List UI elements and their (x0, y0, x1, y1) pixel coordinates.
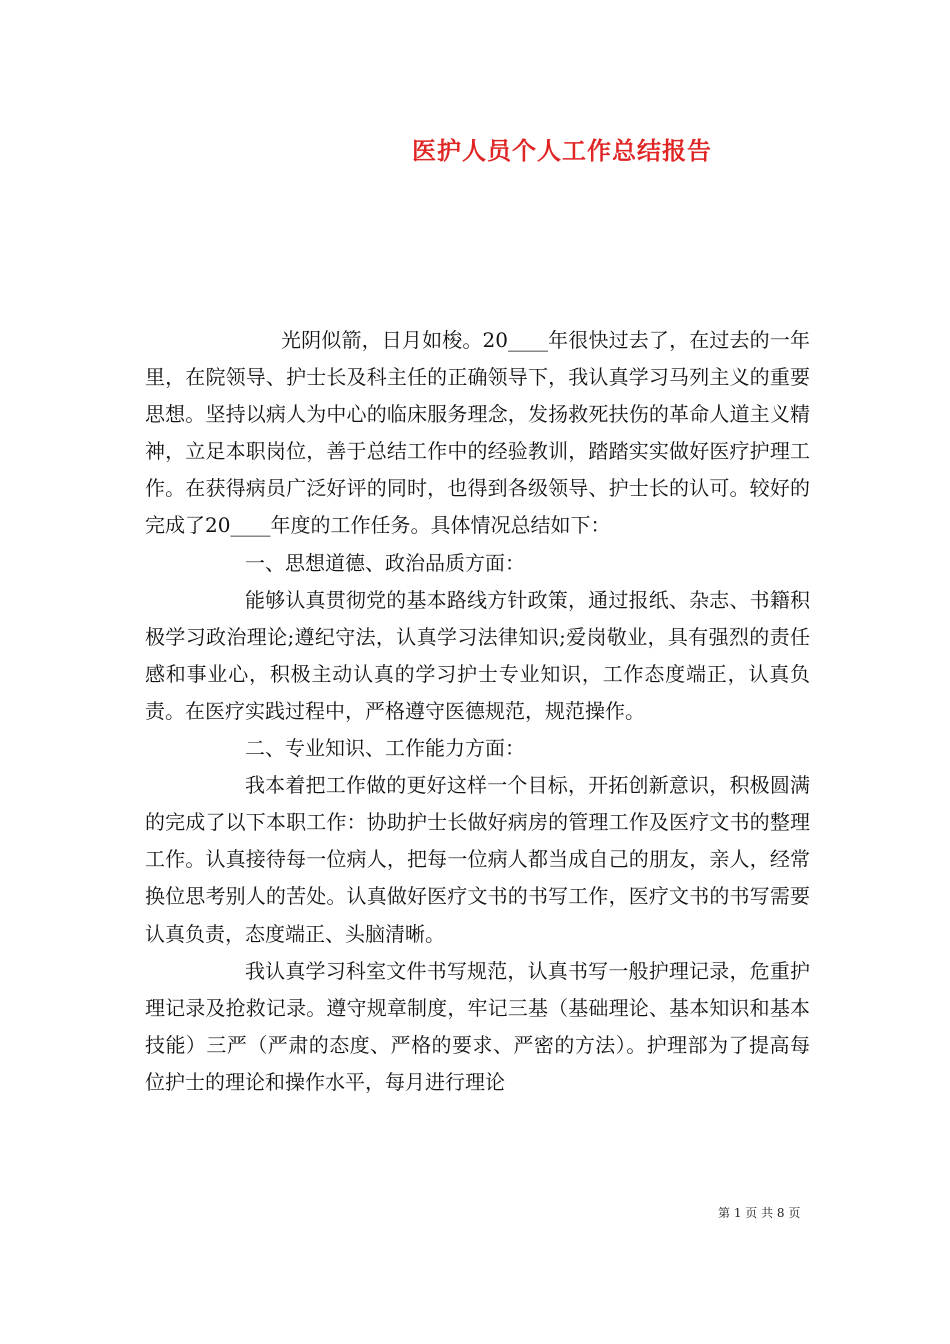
page-title: 医护人员个人工作总结报告 (412, 136, 712, 165)
paragraph-section-2b: 我认真学习科室文件书写规范，认真书写一般护理记录，危重护理记录及抢救记录。遵守规章制度，牢记三基（基础理论、基本知识和基本技能）三严（严肃的态度、严格的要求、严密的方法）。护理部为了提高每位护士的理论和操作水平，每月进行理论 (145, 958, 810, 1094)
paragraph-intro: 光阴似箭，日月如梭。20____年很快过去了，在过去的一年里，在院领导、护士长及科主任的正确领导下，我认真学习马列主义的重要思想。坚持以病人为中心的临床服务理念，发扬救死扶伤的革命人道主义精神，立足本职岗位，善于总结工作中的经验教训，踏踏实实做好医疗护理工作。在获得病员广泛好评的同时，也得到各级领导、护士长的认可。较好的完成了20____年度的工作任务。具体情况总结如下： (145, 328, 810, 538)
paragraph-section-1: 能够认真贯彻党的基本路线方针政策，通过报纸、杂志、书籍积极学习政治理论;遵纪守法，认真学习法律知识;爱岗敬业，具有强烈的责任感和事业心，积极主动认真的学习护士专业知识，工作态度端正，认真负责。在医疗实践过程中，严格遵守医德规范，规范操作。 (145, 587, 810, 723)
section-heading-2: 二、专业知识、工作能力方面： (245, 736, 525, 761)
page-number-footer: 第 1 页 共 8 页 (718, 1206, 801, 1220)
paragraph-section-2a: 我本着把工作做的更好这样一个目标，开拓创新意识，积极圆满的完成了以下本职工作：协助护士长做好病房的管理工作及医疗文书的整理工作。认真接待每一位病人，把每一位病人都当成自己的朋友，亲人，经常换位思考别人的苦处。认真做好医疗文书的书写工作，医疗文书的书写需要认真负责，态度端正、头脑清晰。 (145, 773, 810, 946)
section-heading-1: 一、思想道德、政治品质方面： (245, 550, 525, 575)
document-body (145, 322, 810, 1101)
title-area (0, 131, 950, 171)
